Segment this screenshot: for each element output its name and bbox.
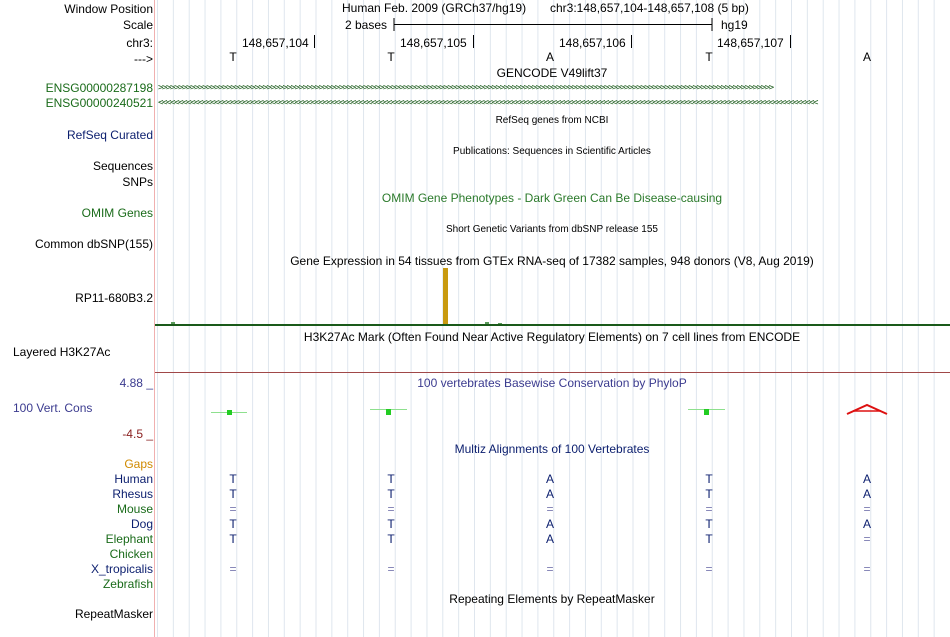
gene-label-1[interactable]: ENSG00000287198 bbox=[45, 81, 153, 95]
h3k27ac-line bbox=[155, 372, 950, 373]
cons-mark bbox=[386, 409, 391, 415]
alignment-base: T bbox=[705, 487, 713, 501]
cons-max-label: 4.88 _ bbox=[119, 376, 153, 390]
alignment-base: A bbox=[545, 487, 555, 501]
alignment-base: = bbox=[387, 562, 395, 576]
ref-base: T bbox=[387, 50, 395, 64]
coord-tick-mark bbox=[473, 35, 474, 48]
alignment-base: A bbox=[545, 517, 555, 531]
chr-label: chr3: bbox=[126, 36, 153, 50]
alignment-base: T bbox=[387, 487, 395, 501]
species-label: X_tropicalis bbox=[90, 562, 153, 576]
alignment-base: = bbox=[546, 562, 554, 576]
species-label: Zebrafish bbox=[102, 577, 153, 591]
coord-tick-mark bbox=[314, 35, 315, 48]
dbsnp-label[interactable]: Common dbSNP(155) bbox=[34, 237, 153, 251]
alignment-base: = bbox=[705, 562, 713, 576]
alignment-base: A bbox=[545, 532, 555, 546]
alignment-base: T bbox=[229, 532, 237, 546]
omim-title: OMIM Gene Phenotypes - Dark Green Can Be Disease-causing bbox=[381, 191, 723, 205]
alignment-base: = bbox=[705, 502, 713, 516]
h3k27ac-title: H3K27Ac Mark (Often Found Near Active Regulatory Elements) on 7 cell lines from ENCODE bbox=[303, 330, 801, 344]
ref-base: T bbox=[229, 50, 237, 64]
repeatmasker-title: Repeating Elements by RepeatMasker bbox=[449, 592, 655, 606]
ref-base: A bbox=[862, 50, 872, 64]
assembly-text: Human Feb. 2009 (GRCh37/hg19) bbox=[342, 1, 527, 15]
alignment-base: = bbox=[229, 562, 237, 576]
multiz-title: Multiz Alignments of 100 Vertebrates bbox=[454, 442, 650, 456]
coord-tick-mark bbox=[631, 35, 632, 48]
gencode-title: GENCODE V49lift37 bbox=[496, 66, 608, 80]
sequences-label[interactable]: Sequences bbox=[92, 159, 153, 173]
alignment-base: A bbox=[862, 487, 872, 501]
alignment-base: T bbox=[229, 487, 237, 501]
window-position-label: Window Position bbox=[64, 2, 153, 16]
ref-base: T bbox=[705, 50, 713, 64]
cons-label[interactable]: 100 Vert. Cons bbox=[13, 401, 93, 415]
scale-label: Scale bbox=[122, 18, 153, 32]
coord-tick-mark bbox=[790, 35, 791, 48]
gtex-bar bbox=[443, 268, 448, 324]
gtex-bar bbox=[485, 322, 489, 324]
alignment-base: A bbox=[862, 472, 872, 486]
alignment-base: = bbox=[863, 502, 871, 516]
gtex-bar bbox=[498, 323, 502, 324]
alignment-base: = bbox=[229, 502, 237, 516]
sequences-title: Publications: Sequences in Scientific Articles bbox=[453, 146, 651, 157]
alignment-base: T bbox=[705, 472, 713, 486]
alignment-base: = bbox=[863, 532, 871, 546]
cons-mark bbox=[227, 410, 232, 415]
strand-label: ---> bbox=[134, 52, 153, 66]
species-label: Dog bbox=[130, 517, 153, 531]
alignment-base: T bbox=[387, 517, 395, 531]
gtex-bar bbox=[171, 322, 175, 324]
alignment-base: T bbox=[229, 472, 237, 486]
ref-base: A bbox=[545, 50, 555, 64]
gtex-title: Gene Expression in 54 tissues from GTEx RNA-seq of 17382 samples, 948 donors (V8, Aug 2019) bbox=[290, 254, 814, 268]
alignment-base: A bbox=[545, 472, 555, 486]
alignment-base: = bbox=[387, 502, 395, 516]
species-label: Chicken bbox=[109, 547, 153, 561]
gtex-graph[interactable] bbox=[155, 268, 950, 328]
alignment-base: T bbox=[229, 517, 237, 531]
coord-tick-1: 148,657,104 bbox=[242, 36, 309, 50]
refseq-label[interactable]: RefSeq Curated bbox=[66, 128, 153, 142]
species-label: Gaps bbox=[124, 457, 153, 471]
species-label: Rhesus bbox=[112, 487, 153, 501]
scale-text: 2 bases bbox=[345, 18, 388, 32]
cons-mark bbox=[847, 405, 887, 414]
scale-bar bbox=[393, 17, 715, 33]
gene-track-forward[interactable]: >>>>>>>>>>>>>>>>>>>>>>>>>>>>>>>>>>>>>>>>>>>>>>>>>>>>>>>>>>>>>>>>>>>>>>>>>>>>>>>>>>>>>>>>>>>>>>>>>>>>>>>>>>>>>>>>>>>>>>>>>>>>>>>>>>>>>>>>>>>>>>>>>>>>>>>>> bbox=[158, 83, 773, 93]
gtex-label[interactable]: RP11-680B3.2 bbox=[75, 291, 153, 305]
alignment-base: T bbox=[387, 472, 395, 486]
alignment-base: = bbox=[863, 562, 871, 576]
alignment-base: T bbox=[387, 532, 395, 546]
gene-track-reverse[interactable]: <<<<<<<<<<<<<<<<<<<<<<<<<<<<<<<<<<<<<<<<<<<<<<<<<<<<<<<<<<<<<<<<<<<<<<<<<<<<<<<<<<<<<<<<<<<<<<<<<<<<<<<<<<<<<<<<<<<<<<<<<<<<<<<<<<<<<<<<<<<<<<<<<<<<<<<<<<<<<<<<<<<< bbox=[158, 98, 818, 108]
coord-tick-2: 148,657,105 bbox=[400, 36, 467, 50]
dbsnp-title: Short Genetic Variants from dbSNP release 155 bbox=[446, 224, 658, 235]
db-text: hg19 bbox=[721, 18, 748, 32]
species-label: Elephant bbox=[105, 532, 153, 546]
alignment-base: T bbox=[705, 532, 713, 546]
alignment-base: T bbox=[705, 517, 713, 531]
position-text: chr3:148,657,104-148,657,108 (5 bp) bbox=[550, 1, 749, 15]
h3k27ac-label[interactable]: Layered H3K27Ac bbox=[13, 345, 111, 359]
refseq-title: RefSeq genes from NCBI bbox=[495, 115, 609, 126]
alignment-base: = bbox=[546, 502, 554, 516]
species-label: Human bbox=[114, 472, 153, 486]
repeatmasker-label[interactable]: RepeatMasker bbox=[74, 607, 153, 621]
cons-mark bbox=[704, 409, 709, 415]
cons-graph[interactable] bbox=[155, 400, 950, 422]
coord-tick-3: 148,657,106 bbox=[559, 36, 626, 50]
gene-label-2[interactable]: ENSG00000240521 bbox=[45, 96, 153, 110]
alignment-base: A bbox=[862, 517, 872, 531]
coord-tick-4: 148,657,107 bbox=[717, 36, 784, 50]
omim-label[interactable]: OMIM Genes bbox=[81, 206, 153, 220]
species-label: Mouse bbox=[116, 502, 153, 516]
snps-label[interactable]: SNPs bbox=[122, 175, 153, 189]
cons-min-label: -4.5 _ bbox=[122, 427, 153, 441]
cons-title: 100 vertebrates Basewise Conservation by PhyloP bbox=[417, 376, 687, 390]
